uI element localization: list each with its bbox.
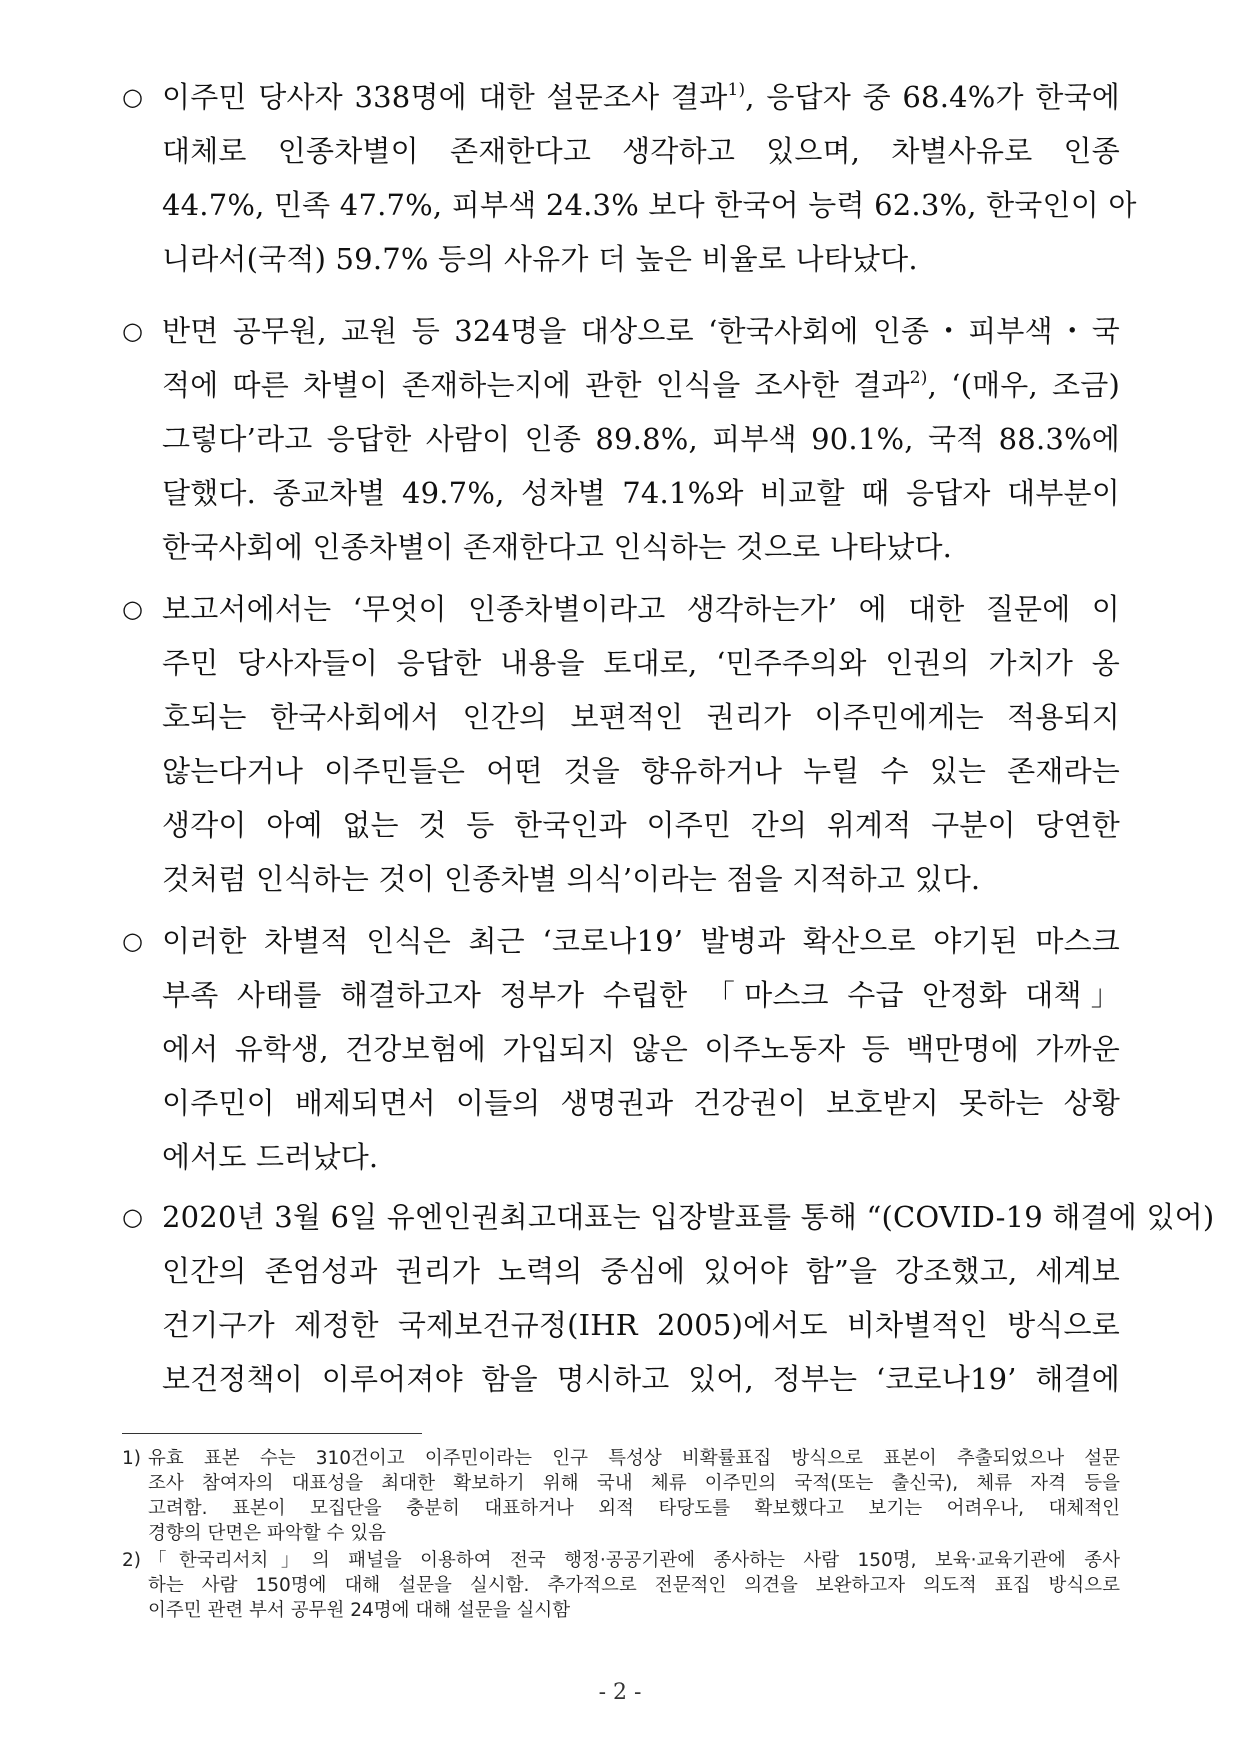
paragraph-line: 것처럼 인식하는 것이 인종차별 의식’이라는 점을 지적하고 있다. [162, 862, 981, 896]
bullet-circle-icon: ○ [122, 83, 143, 111]
paragraph-line: 생각이 아예 없는 것 등 한국인과 이주민 간의 위계적 구분이 당연한 [162, 808, 1120, 842]
paragraph-line: 않는다거나 이주민들은 어떤 것을 향유하거나 누릴 수 있는 존재라는 [162, 754, 1120, 788]
paragraph-line: 보고서에서는 ‘무엇이 인종차별이라고 생각하는가’ 에 대한 질문에 이 [162, 592, 1120, 626]
footnote-ref-1[interactable]: 1) [727, 80, 746, 100]
footnote-ref-2[interactable]: 2) [909, 368, 928, 388]
paragraph-line: 이주민이 배제되면서 이들의 생명권과 건강권이 보호받지 못하는 상황 [162, 1086, 1120, 1120]
paragraph-line: 44.7%, 민족 47.7%, 피부색 24.3% 보다 한국어 능력 62.3%, 한국인이 아 [162, 188, 1137, 222]
paragraph-line: 주민 당사자들이 응답한 내용을 토대로, ‘민주주의와 인권의 가치가 옹 [162, 646, 1120, 680]
paragraph-line: 그렇다’라고 응답한 사람이 인종 89.8%, 피부색 90.1%, 국적 88.3%에 [162, 422, 1120, 456]
footnote-line: 유효 표본 수는 310건이고 이주민이라는 인구 특성상 비확률표집 방식으로 표본이 추출되었으나 설문 [148, 1448, 1120, 1469]
footnote-line: 조사 참여자의 대표성을 최대한 확보하기 위해 국내 체류 이주민의 국적(또는 출신국), 체류 자격 등을 [148, 1473, 1120, 1494]
paragraph-4 [122, 914, 1120, 1184]
paragraph-line: 에서 유학생, 건강보험에 가입되지 않은 이주노동자 등 백만명에 가까운 [162, 1032, 1120, 1066]
paragraph-line: 호되는 한국사회에서 인간의 보편적인 권리가 이주민에게는 적용되지 [162, 700, 1120, 734]
paragraph-2 [122, 304, 1120, 574]
paragraph-line: 한국사회에 인종차별이 존재한다고 인식하는 것으로 나타났다. [162, 530, 953, 564]
footnote-line: 하는 사람 150명에 대해 설문을 실시함. 추가적으로 전문적인 의견을 보완하고자 의도적 표집 방식으로 [148, 1575, 1120, 1596]
bullet-circle-icon: ○ [122, 1203, 143, 1231]
paragraph-line: 적에 따른 차별이 존재하는지에 관한 인식을 조사한 결과$^{2)}$, ‘(매우, 조금) [162, 368, 1120, 402]
footnote-1 [122, 1446, 1120, 1546]
footnote-divider [122, 1433, 422, 1434]
paragraph-line: 대체로 인종차별이 존재한다고 생각하고 있으며, 차별사유로 인종 [162, 134, 1120, 168]
paragraph-line: 이주민 당사자 338명에 대한 설문조사 결과$^{1)}$, 응답자 중 68.4%가 한국에 [162, 80, 1120, 114]
paragraph-line: 이러한 차별적 인식은 최근 ‘코로나19’ 발병과 확산으로 야기된 마스크 [162, 924, 1120, 958]
paragraph-line: 에서도 드러났다. [162, 1140, 379, 1174]
footnotes [122, 1446, 1120, 1625]
paragraph-5 [122, 1190, 1215, 1406]
bullet-circle-icon: ○ [122, 317, 143, 345]
footnote-number: 2) [122, 1550, 141, 1571]
paragraph-line: 반면 공무원, 교원 등 324명을 대상으로 ‘한국사회에 인종・피부색・국 [162, 314, 1120, 348]
paragraph-1 [122, 70, 1137, 286]
footnote-number: 1) [122, 1448, 141, 1469]
footnote-line: 이주민 관련 부서 공무원 24명에 대해 설문을 실시함 [148, 1600, 571, 1621]
bullet-circle-icon: ○ [122, 927, 143, 955]
paragraph-line: 2020년 3월 6일 유엔인권최고대표는 입장발표를 통해 “(COVID-19 해결에 있어) [162, 1200, 1215, 1234]
paragraph-line: 건기구가 제정한 국제보건규정(IHR 2005)에서도 비차별적인 방식으로 [162, 1308, 1120, 1342]
paragraph-line: 인간의 존엄성과 권리가 노력의 중심에 있어야 함”을 강조했고, 세계보 [162, 1254, 1120, 1288]
footnote-line: 「한국리서치」의 패널을 이용하여 전국 행정·공공기관에 종사하는 사람 150명, 보육·교육기관에 종사 [148, 1550, 1120, 1571]
footnote-line: 경향의 단면은 파악할 수 있음 [148, 1523, 386, 1544]
paragraph-line: 달했다. 종교차별 49.7%, 성차별 74.1%와 비교할 때 응답자 대부분이 [162, 476, 1120, 510]
paragraph-3 [122, 582, 1120, 906]
bullet-circle-icon: ○ [122, 595, 143, 623]
paragraph-line: 보건정책이 이루어져야 함을 명시하고 있어, 정부는 ‘코로나19’ 해결에 [162, 1362, 1120, 1396]
footnote-2 [122, 1548, 1120, 1623]
page-number: - 2 - [598, 1680, 642, 1705]
paragraph-line: 니라서(국적) 59.7% 등의 사유가 더 높은 비율로 나타났다. [162, 242, 918, 276]
paragraph-line: 부족 사태를 해결하고자 정부가 수립한 「마스크 수급 안정화 대책」 [162, 978, 1120, 1012]
footnote-line: 고려함. 표본이 모집단을 충분히 대표하거나 외적 타당도를 확보했다고 보기는 어려우나, 대체적인 [148, 1498, 1120, 1519]
